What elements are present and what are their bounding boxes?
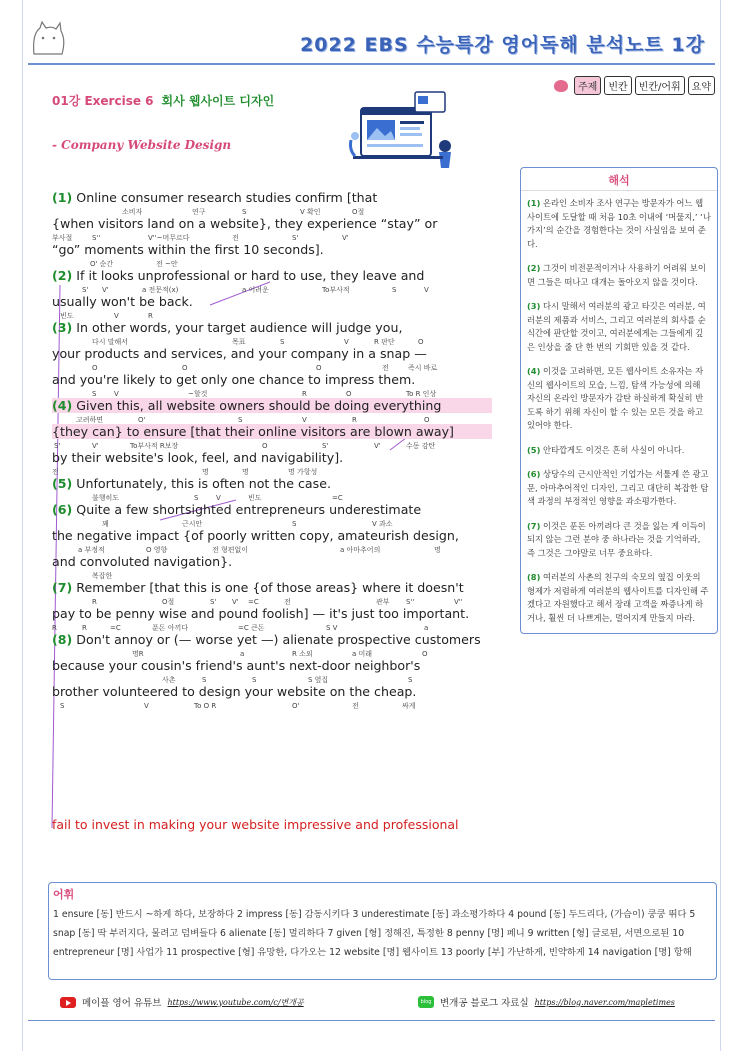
gloss-label: O — [182, 364, 188, 372]
tag-blank-vocab[interactable]: 빈칸/어휘 — [635, 76, 685, 95]
tag-topic[interactable]: 주제 — [574, 76, 601, 95]
gloss-label: V — [114, 390, 119, 398]
gloss-label: V' — [102, 286, 109, 294]
gloss-label: V 확인 — [300, 208, 321, 216]
gloss-label: 명 — [434, 546, 441, 554]
gloss-label: S'' — [92, 234, 101, 242]
blog-link[interactable]: https://blog.naver.com/mapletimes — [534, 997, 675, 1007]
gloss-label: O — [92, 364, 98, 372]
gloss-label: O 영향 — [146, 546, 168, 554]
gloss-label: S'' — [406, 598, 415, 606]
gloss-label: R — [302, 390, 307, 398]
gloss-label: 불행히도 — [92, 494, 120, 502]
gloss-label: S' — [322, 442, 329, 450]
tag-blank[interactable]: 빈칸 — [604, 76, 631, 95]
footer-divider — [28, 1020, 715, 1021]
sentence-number: (7) — [52, 580, 73, 595]
gloss-label: O — [262, 442, 268, 450]
gloss-row — [52, 517, 492, 528]
gloss-label: S — [238, 416, 243, 424]
sentence-text: If it looks unprofessional or hard to use, they leave and — [76, 268, 425, 283]
gloss-label: ~할것 — [188, 390, 208, 398]
right-border — [720, 0, 743, 1051]
sentence-number: (2) — [52, 268, 73, 283]
gloss-label: 전 — [382, 364, 389, 372]
gloss-row — [52, 387, 492, 398]
youtube-label: 메이플 영어 유튜브 — [82, 998, 162, 1009]
sentence-line: and convoluted navigation}. — [52, 554, 233, 569]
gloss-label: 꽤 — [102, 520, 109, 528]
sentence-line — [52, 476, 492, 491]
gloss-label: 전 — [352, 702, 359, 710]
gloss-label: R 소외 — [292, 650, 313, 658]
gloss-label: V — [424, 286, 429, 294]
translation-heading: 해석 — [521, 172, 717, 191]
sentence-number: (5) — [52, 476, 73, 491]
sentence-text: Quite a few shortsighted entrepreneurs underestimate — [76, 502, 422, 517]
sentence-text: Remember [that this is one {of those areas} where it doesn't — [76, 580, 464, 595]
gloss-label: 명R — [132, 650, 144, 658]
sentence-number: (3) — [52, 320, 73, 335]
gloss-label: V' — [342, 234, 349, 242]
gloss-label: O — [346, 390, 352, 398]
sentence-number: (8) — [52, 632, 73, 647]
translation-item: (2) 그것이 비전문적이거나 사용하기 어려워 보이면 그들은 떠나고 대개는 돌아오지 않을 것이다. — [527, 263, 706, 287]
gloss-label: a — [240, 650, 245, 658]
gloss-row — [52, 231, 492, 242]
gloss-label: V — [344, 338, 349, 346]
gloss-label: O — [316, 364, 322, 372]
gloss-label: 전 — [284, 598, 291, 606]
gloss-row — [52, 413, 492, 424]
sentence-1 — [52, 190, 492, 268]
gloss-label: V' — [374, 442, 381, 450]
gloss-label: S — [92, 390, 97, 398]
sentence-number: (4) — [52, 398, 73, 413]
gloss-label: V' — [92, 442, 99, 450]
gloss-label: 명 가항성 — [288, 468, 318, 476]
sentence-text: Unfortunately, this is often not the case. — [76, 476, 331, 491]
translation-item: (5) 안타깝게도 이것은 흔히 사실이 아니다. — [527, 444, 685, 455]
gloss-label: S' — [54, 442, 61, 450]
gloss-label: V' — [232, 598, 239, 606]
gloss-label: 부사절 — [52, 234, 73, 242]
gloss-label: 목표 — [232, 338, 246, 346]
gloss-label: O' 순간 — [90, 260, 114, 268]
chapter-heading — [52, 92, 274, 109]
gloss-label: V'' — [454, 598, 463, 606]
gloss-label: S — [252, 676, 257, 684]
gloss-label: V 과소 — [372, 520, 393, 528]
blog-label: 변개공 블로그 자료실 — [440, 998, 529, 1009]
gloss-row — [52, 569, 492, 580]
summary-line: fail to invest in making your website impressive and professional — [52, 817, 459, 832]
gloss-label: S — [194, 494, 199, 502]
youtube-link[interactable]: https://www.youtube.com/c/변개공 — [167, 997, 304, 1007]
gloss-label: a 아마추어의 — [340, 546, 381, 554]
gloss-label: R — [148, 312, 153, 320]
sentence-line: {when visitors land on a website}, they experience “stay” or — [52, 216, 438, 231]
gloss-label: S — [392, 286, 397, 294]
gloss-label: V — [144, 702, 149, 710]
gloss-row — [52, 361, 492, 372]
sentence-line: the negative impact {of poorly written copy, amateurish design, — [52, 528, 459, 543]
gloss-label: O — [424, 416, 430, 424]
gloss-label: O — [418, 338, 424, 346]
sentence-text: In other words, your target audience will judge you, — [76, 320, 403, 335]
gloss-label: S — [242, 208, 247, 216]
vocabulary-box — [48, 882, 717, 980]
gloss-row — [52, 543, 492, 554]
gloss-label: 푼돈 아끼다 — [152, 624, 189, 632]
sentence-2 — [52, 268, 492, 320]
sentence-line: your products and services, and your company in a snap — — [52, 346, 427, 361]
gloss-label: R — [52, 624, 57, 632]
blog-icon: blog — [418, 996, 434, 1008]
paw-icon — [554, 80, 568, 92]
sentence-line: because your cousin's friend's aunt's next-door neighbor's — [52, 658, 421, 673]
sentence-text: Online consumer research studies confirm [that — [76, 190, 378, 205]
chapter-title: 회사 웹사이트 디자인 — [161, 94, 275, 108]
sentence-6 — [52, 502, 492, 580]
gloss-row — [52, 205, 492, 216]
header-divider — [28, 63, 715, 65]
sentence-number: (6) — [52, 502, 73, 517]
sentence-line: by their website's look, feel, and navigability]. — [52, 450, 344, 465]
gloss-label: R 판단 — [374, 338, 395, 346]
chapter-label: 01강 Exercise 6 — [52, 94, 154, 108]
gloss-label: a 미래 — [352, 650, 373, 658]
gloss-row — [52, 621, 492, 632]
translation-item: (3) 다시 말해서 여러분의 광고 타깃은 여러분, 여러분의 제품과 서비스, 그리고 여러분의 회사를 순식간에 판단할 것이고, 여러분에게는 그들에게 깊은 인상을 줄 단 한 번의 기회만 있을 것 같다. — [527, 301, 706, 352]
gloss-label: 전 형편없이 — [212, 546, 249, 554]
gloss-label: S' — [210, 598, 217, 606]
sentence-line: and you're likely to get only one chance to impress them. — [52, 372, 416, 387]
sentence-line — [52, 190, 492, 205]
sentence-3 — [52, 320, 492, 398]
header-title: 2022 EBS 수능특강 영어독해 분석노트 1강 — [300, 34, 705, 56]
gloss-label: 사촌 — [162, 676, 176, 684]
sentence-line: {they can} to ensure [that their online visitors are blown away] — [52, 424, 492, 439]
gloss-label: 근시안 — [182, 520, 203, 528]
gloss-row — [52, 439, 492, 450]
gloss-label: 전 — [52, 468, 59, 476]
gloss-label: To O R — [194, 702, 217, 710]
sentence-line — [52, 502, 492, 517]
gloss-label: S V — [326, 624, 338, 632]
gloss-label: S' — [82, 286, 89, 294]
gloss-label: 소비자 — [122, 208, 143, 216]
gloss-label: 빈도 — [248, 494, 262, 502]
gloss-label: a 부정적 — [78, 546, 105, 554]
sentence-text: Don't annoy or (— worse yet —) alienate prospective customers — [76, 632, 481, 647]
passage — [52, 190, 492, 710]
gloss-label: 싸게 — [402, 702, 416, 710]
gloss-row — [52, 309, 492, 320]
gloss-label: S — [280, 338, 285, 346]
passage-subtitle: - Company Website Design — [52, 138, 232, 152]
gloss-row — [52, 595, 492, 606]
translation-item: (8) 여러분의 사촌의 친구의 숙모의 옆집 이웃의 형제가 저렴하게 여러분의 웹사이트를 디자인해 주겠다고 자원했다고 해서 장래 고객을 짜증나게 하거나, 훨씬 더 나쁘게는, 멀어지게 만들지 마라. — [527, 572, 709, 623]
footer-youtube — [60, 995, 304, 1009]
gloss-label: O' — [292, 702, 300, 710]
gloss-label: 다시 말해서 — [92, 338, 129, 346]
gloss-label: =C — [110, 624, 121, 632]
gloss-label: O' — [138, 416, 146, 424]
tag-summary[interactable]: 요약 — [688, 76, 715, 95]
translation-item: (1) 온라인 소비자 조사 연구는 방문자가 어느 웹사이트에 도달할 때 처음 10초 이내에 ‘머물지,’ ‘나가지’의 순간을 경험한다는 것이 사실임을 보여 준다. — [527, 198, 711, 249]
translation-body — [521, 191, 717, 633]
gloss-label: R — [352, 416, 357, 424]
gloss-label: 복잡한 — [92, 572, 113, 580]
sentence-line: pay to be penny wise and pound foolish] — it's just too important. — [52, 606, 470, 621]
sentence-line: usually won't be back. — [52, 294, 193, 309]
web-design-illustration — [345, 86, 457, 170]
gloss-label: a — [424, 624, 429, 632]
gloss-label: S 옆집 — [308, 676, 329, 684]
gloss-label: a 어려운 — [242, 286, 269, 294]
sentence-line — [52, 268, 492, 283]
gloss-label: 즉시 바로 — [408, 364, 438, 372]
gloss-label: 고려하면 — [76, 416, 104, 424]
gloss-label: S' — [292, 234, 299, 242]
gloss-label: To부사적 — [322, 286, 350, 294]
gloss-label: 연구 — [192, 208, 206, 216]
gloss-label: =C — [332, 494, 343, 502]
gloss-row — [52, 647, 492, 658]
translation-panel — [520, 167, 718, 634]
gloss-label: =C — [248, 598, 259, 606]
gloss-label: 관부 — [376, 598, 390, 606]
translation-item: (6) 상당수의 근시안적인 기업가는 서툴게 쓴 광고문, 아마추어적인 디자인, 그리고 대단히 복잡한 탐색 과정의 부정적인 영향을 과소평가한다. — [527, 469, 709, 506]
sentence-line — [52, 320, 492, 335]
gloss-label: O — [422, 650, 428, 658]
gloss-label: 명 — [202, 468, 209, 476]
sentence-line: brother volunteered to design your website on the cheap. — [52, 684, 417, 699]
gloss-label: 빈도 — [60, 312, 74, 320]
gloss-label: R — [82, 624, 87, 632]
gloss-label: To부사적 R보장 — [130, 442, 179, 450]
youtube-icon — [60, 997, 76, 1008]
gloss-label: S — [202, 676, 207, 684]
gloss-label: R — [92, 598, 97, 606]
gloss-label: V — [216, 494, 221, 502]
gloss-label: 전 — [232, 234, 239, 242]
gloss-row — [52, 465, 492, 476]
sentence-8 — [52, 632, 492, 710]
sentence-number: (1) — [52, 190, 73, 205]
gloss-row — [52, 283, 492, 294]
sentence-line — [52, 580, 492, 595]
sentence-line — [52, 632, 492, 647]
gloss-label: S — [408, 676, 413, 684]
left-border — [0, 0, 23, 1051]
gloss-row — [52, 491, 492, 502]
sentence-5 — [52, 476, 492, 502]
cat-mascot-icon — [30, 20, 66, 60]
translation-item: (4) 이것을 고려하면, 모든 웹사이트 소유자는 자신의 웹사이트의 모습, 느낌, 탐색 가능성에 의해 자신의 온라인 방문자가 감탄 하실하게 확실히 반도록 하기 위해 자신이 할 수 있는 모든 것을 하고 있어야 한다. — [527, 366, 704, 430]
translation-item: (7) 이것은 푼돈 아끼려다 큰 것을 잃는 게 이득이 되지 않는 그런 분야 중 하나라는 것을 기억하라, 즉 그것은 그야말로 너무 중요하다. — [527, 520, 706, 558]
gloss-row — [52, 699, 492, 710]
gloss-row — [52, 335, 492, 346]
gloss-label: 명 — [242, 468, 249, 476]
gloss-label: =C 큰돈 — [238, 624, 265, 632]
gloss-label: a 전문적(x) — [142, 286, 179, 294]
gloss-row — [52, 257, 492, 268]
gloss-row — [52, 673, 492, 684]
gloss-label: V — [302, 416, 307, 424]
sentence-7 — [52, 580, 492, 632]
footer-blog — [418, 995, 675, 1009]
gloss-label: O절 — [352, 208, 365, 216]
gloss-label: 수동 감탄 — [406, 442, 436, 450]
sentence-line — [52, 398, 492, 413]
gloss-label: V — [114, 312, 119, 320]
gloss-label: S — [60, 702, 65, 710]
gloss-label: S — [292, 520, 297, 528]
sentence-line: “go” moments within the first 10 seconds]. — [52, 242, 324, 257]
sentence-4 — [52, 398, 492, 476]
gloss-label: 전 ~안 — [156, 260, 178, 268]
vocabulary-list: 1 ensure [동] 반드시 ~하게 하다, 보장하다 2 impress [동] 감동시키다 3 underestimate [동] 과소평가하다 4 pound [동] 두드리다, (가슴이) 쿵쿵 뛰다 5 snap [동] 딱 부러지다, 물려고 덤벼들다 6 alienate [동] 멀리하다 7 given [형] 정해진, 특정한 8 penny [명] 페니 9 written [형] 글로된, 서면으로된 10 entrepreneur [명] 사업가 11 prospective [형] 유망한, 다가오는 12 website [명] 웹사이트 13 poorly [부] 가난하게, 빈약하게 14 navigation [명] 항해 — [53, 909, 696, 958]
vocabulary-heading: 어휘 — [53, 888, 75, 901]
gloss-label: V''~머무르다 — [148, 234, 190, 242]
gloss-label: To R 인상 — [406, 390, 437, 398]
tag-row — [554, 76, 715, 95]
sentence-text: Given this, all website owners should be doing everything — [76, 398, 442, 413]
gloss-label: O절 — [162, 598, 175, 606]
